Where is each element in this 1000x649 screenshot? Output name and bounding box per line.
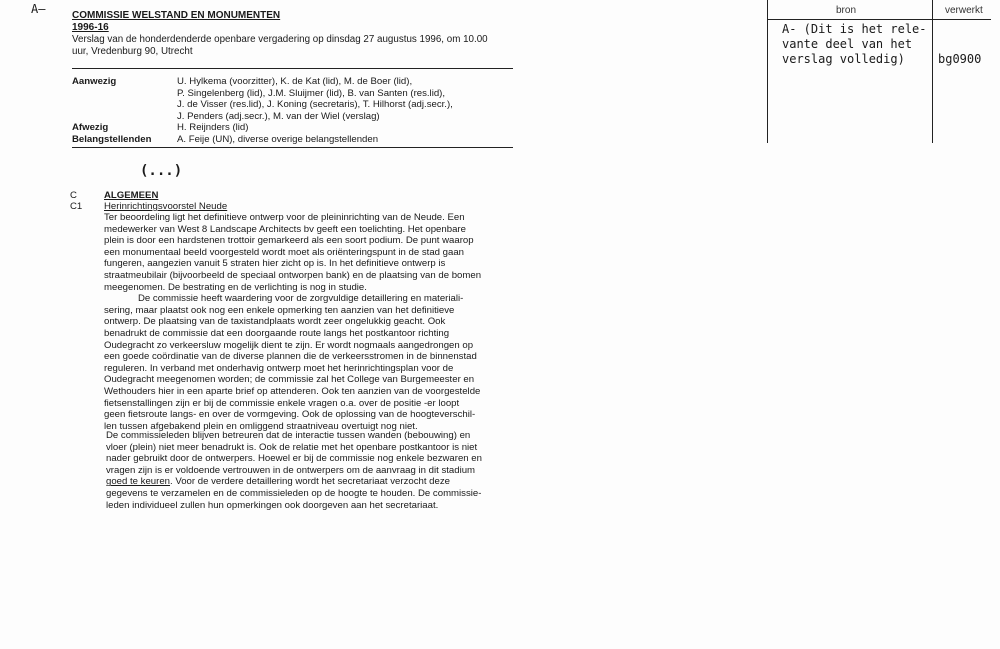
text-line: Ter beoordeling ligt het definitieve ontwerp voor de pleininrichting van de Neude. Een <box>104 212 465 223</box>
subtitle <box>72 34 488 57</box>
text-line: meegenomen. De bestrating en de verlichting is nog in studie. <box>104 281 367 293</box>
label-afwezig: Afwezig <box>72 122 109 133</box>
text-line: De commissie heeft waardering voor de zorgvuldige detaillering en materiali- <box>138 293 464 305</box>
paragraph-2 <box>106 430 482 511</box>
text-line: De commissieleden blijven betreuren dat de interactie tussen wanden (bebouwing) en <box>106 430 471 441</box>
text-line: fietsenstallingen zijn er bij de commissie enkele vragen o.a. over de positie -er loopt <box>104 397 460 409</box>
text-line: fungeren, aangezien vanuit 5 straten hier zicht op is. In het definitieve ontwerp is <box>104 258 446 270</box>
source-line: verslag volledig) <box>782 52 905 66</box>
present-line: J. Penders (adj.secr.), M. van der Wiel (verslag) <box>177 110 380 122</box>
text-line: leden individueel zullen hun opmerkingen ook doorgeven aan het secretariaat. <box>106 499 439 511</box>
text-line: straatmeubilair (bijvoorbeeld de speciaal ontworpen bank) en de plaatsing van de bomen <box>104 269 482 281</box>
text-line: Oudegracht zo verkeersluw mogelijk dient te zijn. Er wordt nogmaals aangedrongen op <box>104 339 474 351</box>
meeting-number: 1996-16 <box>72 22 109 33</box>
processed-code: bg0900 <box>938 52 982 66</box>
text-line: ontwerp. De plaatsing van de taxistandplaats wordt zeer ongelukkig geacht. Ook <box>104 316 446 328</box>
table-border <box>932 0 933 143</box>
present-line: J. de Visser (res.lid), J. Koning (secretaris), T. Hilhorst (adj.secr.), <box>177 99 453 110</box>
section-title: ALGEMEEN <box>104 190 159 201</box>
text-line: plein is door een hardstenen trottoir gemarkeerd als een soort podium. De punt waarop <box>104 235 474 247</box>
text-fragment: . Voor de verdere detaillering wordt het secretariaat verzocht deze <box>170 476 450 488</box>
source-note <box>782 22 927 67</box>
text-line: reguleren. In verband met onderhavig ontwerp moet het herinrichtingsplan voor de <box>104 362 454 374</box>
text-line: een monumentaal beeld voorgesteld wordt moet als oriënteringspunt in de stad gaan <box>104 246 464 258</box>
paragraph-1 <box>104 212 481 432</box>
text-line: nader gebruikt door de ontwerpers. Hoewel er bij de commissie nog enkele bezwaren en <box>106 453 482 465</box>
absent-line: H. Reijnders (lid) <box>177 122 249 133</box>
present-line: P. Singelenberg (lid), J.M. Sluijmer (lid), B. van Santen (res.lid), <box>177 87 446 99</box>
text-line: len tussen afgebakend plein en omliggend straatniveau overtuigt nog niet. <box>104 420 418 432</box>
margin-mark: A– <box>31 2 46 16</box>
ellipsis: (...) <box>140 163 183 179</box>
present-line: U. Hylkema (voorzitter), K. de Kat (lid), M. de Boer (lid), <box>177 76 413 87</box>
section-code: C <box>70 190 77 201</box>
text-line: een goede coördinatie van de diverse plannen die de verkeersstromen in de binnenstad <box>104 351 477 363</box>
label-aanwezig: Aanwezig <box>72 76 117 87</box>
table-border <box>767 0 768 143</box>
interested-line: A. Feije (UN), diverse overige belangstellenden <box>177 133 379 145</box>
source-line: vante deel van het <box>782 37 913 51</box>
text-line: geen fietsroute langs- en over de vormgeving. Ook de oplossing van de hoogteverschil- <box>104 409 476 421</box>
source-line: A- (Dit is het rele- <box>782 22 927 36</box>
item-code: C1 <box>70 201 83 212</box>
subtitle-line: uur, Vredenburg 90, Utrecht <box>72 45 193 57</box>
text-line: sering, maar plaatst ook nog een enkele opmerking ten aanzien van het definitieve <box>104 304 455 316</box>
text-line: gegevens te verzamelen en de commissieleden op de hoogte te houden. De commissie- <box>106 487 482 499</box>
text-line: Oudegracht meegenomen worden; de commissie zal het College van Burgemeester en <box>104 374 475 386</box>
table-border <box>767 19 991 20</box>
text-line: vragen zijn is er voldoende vertrouwen in de ontwerpers om de aanvraag in dit stadium <box>106 464 476 476</box>
text-line: benadrukt de commissie dat een doorgaande route langs het postkantoor richting <box>104 327 450 339</box>
divider <box>72 147 513 148</box>
text-line: Wethouders hier in een aparte brief op attenderen. Ook ten aanzien van de voorgestelde <box>104 385 481 397</box>
column-header-verwerkt: verwerkt <box>945 5 983 16</box>
label-belangstellenden: Belangstellenden <box>72 133 152 145</box>
document-title: COMMISSIE WELSTAND EN MONUMENTEN <box>72 10 281 21</box>
text-line: medewerker van West 8 Landscape Architects bv geeft een toelichting. Het openbare <box>104 223 466 235</box>
decision-text: goed te keuren <box>106 476 171 488</box>
column-header-bron: bron <box>836 5 857 16</box>
text-line <box>106 476 482 488</box>
present-list <box>177 76 453 145</box>
divider <box>72 68 513 69</box>
text-line: vloer (plein) niet meer benadrukt is. Ook de relatie met het openbare postkantoor is niet <box>106 441 478 453</box>
subtitle-line: Verslag van de honderdenderde openbare vergadering op dinsdag 27 augustus 1996, om 10.00 <box>72 34 488 45</box>
item-title: Herinrichtingsvoorstel Neude <box>104 201 228 212</box>
